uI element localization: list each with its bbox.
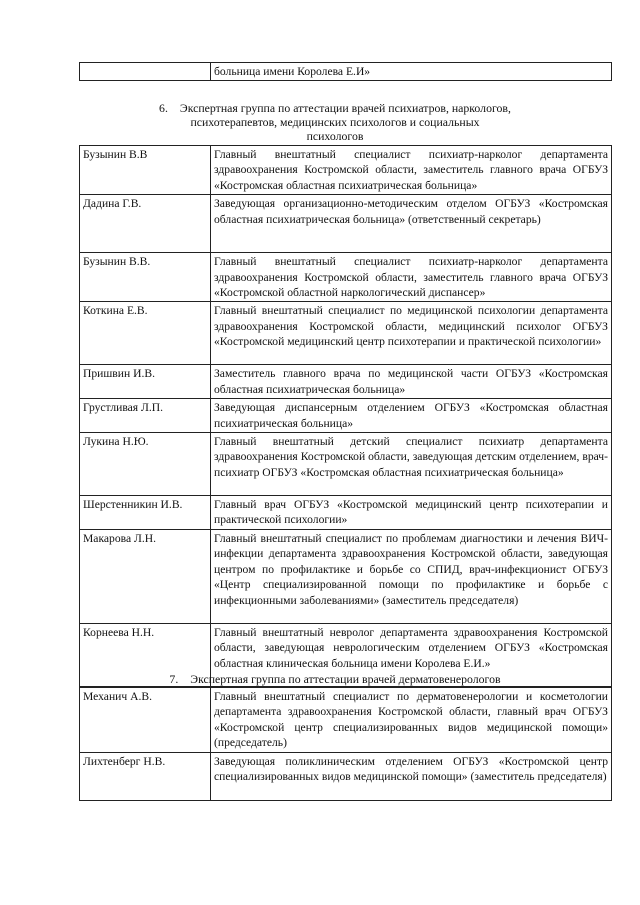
description-cell: Заместитель главного врача по медицинской части ОГБУЗ «Костромская областная психиатрическая больница»: [211, 365, 612, 399]
name-cell: Пришвин И.В.: [80, 365, 211, 399]
description-cell: Заведующая организационно-методическим отделом ОГБУЗ «Костромская областная психиатрическая больница» (ответственный секретарь): [211, 195, 612, 253]
table-row: [80, 253, 612, 302]
name-cell: Макарова Л.Н.: [80, 529, 211, 623]
description-cell: Главный внештатный специалист по медицинской психологии департамента здравоохранения Костромской области, медицинский психолог ОГБУЗ «Костромской медицинский центр психотерапии и практической психологии»: [211, 302, 612, 365]
section-6-heading: [100, 101, 570, 143]
name-cell: Шерстенникин И.В.: [80, 496, 211, 530]
table-row: [80, 195, 612, 253]
name-cell: Лихтенберг Н.В.: [80, 752, 211, 800]
section-7-heading: [100, 672, 570, 686]
name-cell: Бузынин В.В.: [80, 253, 211, 302]
name-cell: Дадина Г.В.: [80, 195, 211, 253]
table-row: [80, 433, 612, 496]
description-cell: Заведующая диспансерным отделением ОГБУЗ «Костромская областная психиатрическая больница»: [211, 399, 612, 433]
name-cell: Корнеева Н.Н.: [80, 623, 211, 686]
section-7-table: [79, 687, 612, 801]
table-row: [80, 752, 612, 800]
table-row: [80, 365, 612, 399]
section-6-title-line3: психологов: [306, 129, 364, 143]
description-cell: больница имени Королева Е.И»: [211, 63, 612, 81]
table-row: [80, 688, 612, 753]
description-cell: Главный внештатный специалист по проблемам диагностики и лечения ВИЧ-инфекции департамента здравоохранения Костромской области, заведующая центром по профилактике и борьбе со СПИД, врач-инфекционист ОГБУЗ «Центр специализированной помощи по профилактике и борьбе с инфекционными заболеваниями» (заместитель председателя): [211, 529, 612, 623]
name-cell: Бузынин В.В: [80, 146, 211, 195]
name-cell: Механич А.В.: [80, 688, 211, 753]
table-row: [80, 63, 612, 81]
description-cell: Главный внештатный невролог департамента здравоохранения Костромской области, заведующая неврологическим отделением ОГБУЗ «Костромская областная клиническая больница имени Королева Е.И.»: [211, 623, 612, 686]
section-7-number: 7.: [169, 672, 179, 686]
table-row: [80, 302, 612, 365]
section-6-table: [79, 145, 612, 687]
description-cell: Заведующая поликлиническим отделением ОГБУЗ «Костромской центр специализированных видов медицинской помощи» (заместитель председателя): [211, 752, 612, 800]
name-cell: [80, 63, 211, 81]
name-cell: Грустливая Л.П.: [80, 399, 211, 433]
continuation-table: [79, 62, 612, 81]
description-cell: Главный внештатный специалист психиатр-нарколог департамента здравоохранения Костромской области, заместитель главного врача ОГБУЗ «Костромской областной наркологический диспансер»: [211, 253, 612, 302]
description-cell: Главный врач ОГБУЗ «Костромской медицинский центр психотерапии и практической психологии»: [211, 496, 612, 530]
section-6-title-line2: психотерапевтов, медицинских психологов и социальных: [190, 115, 480, 129]
description-cell: Главный внештатный специалист психиатр-нарколог департамента здравоохранения Костромской области, заместитель главного врача ОГБУЗ «Костромская областная психиатрическая больница»: [211, 146, 612, 195]
table-row: [80, 529, 612, 623]
name-cell: Лукина Н.Ю.: [80, 433, 211, 496]
table-row: [80, 146, 612, 195]
description-cell: Главный внештатный детский специалист психиатр департамента здравоохранения Костромской области, заведующая детским отделением, врач-психиатр ОГБУЗ «Костромская областная психиатрическая больница»: [211, 433, 612, 496]
section-7-title: 7. Экспертная группа по аттестации врачей дерматовенерологов: [169, 672, 501, 686]
section-6-title-line1: 6. Экспертная группа по аттестации врачей психиатров, наркологов,: [159, 101, 511, 115]
table-row: [80, 399, 612, 433]
table-row: [80, 496, 612, 530]
description-cell: Главный внештатный специалист по дерматовенерологии и косметологии департамента здравоохранения Костромской области, главный врач ОГБУЗ «Костромской центр специализированных видов медицинской помощи» (председатель): [211, 688, 612, 753]
section-6-number: 6.: [159, 101, 168, 115]
name-cell: Коткина Е.В.: [80, 302, 211, 365]
